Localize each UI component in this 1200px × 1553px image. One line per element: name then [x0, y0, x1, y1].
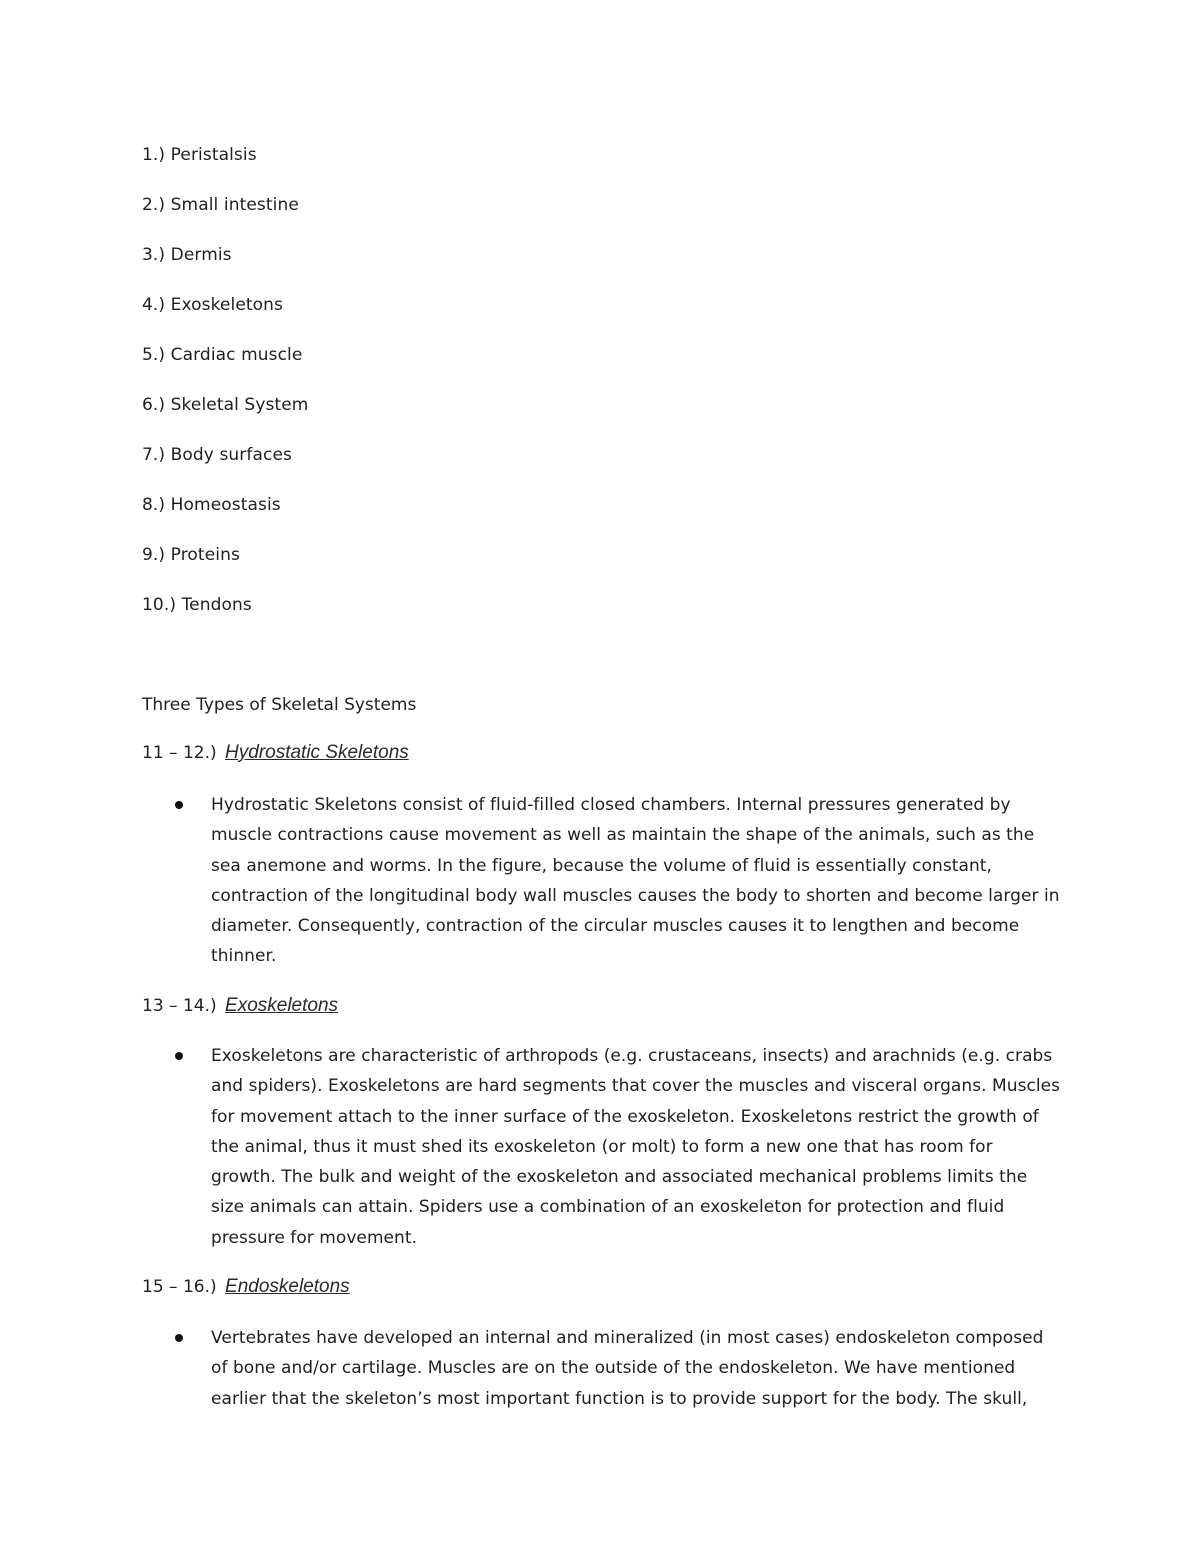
- question-number: 15 – 16.): [142, 1277, 217, 1297]
- answer-item: 8.) Homeostasis: [142, 495, 281, 515]
- bullet-icon: [175, 801, 183, 809]
- answer-item: 5.) Cardiac muscle: [142, 345, 303, 365]
- answer-item: 2.) Small intestine: [142, 195, 299, 215]
- question-heading: [142, 740, 409, 766]
- question-heading: [142, 1274, 350, 1300]
- question-term: Endoskeletons: [225, 1276, 350, 1297]
- bullet-icon: [175, 1052, 183, 1060]
- bullet-paragraph: Vertebrates have developed an internal and mineralized (in most cases) endoskeleton composed of bone and/or cartilage. Muscles are on the outside of the endoskeleton. We have mentioned earlier that the skeleton’s most important function is to provide support for the body. The skull,: [211, 1328, 1044, 1409]
- bullet-icon: [175, 1334, 183, 1342]
- section-title: Three Types of Skeletal Systems: [142, 695, 417, 715]
- answer-item: 4.) Exoskeletons: [142, 295, 283, 315]
- question-term: Exoskeletons: [225, 995, 339, 1016]
- answer-item: 1.) Peristalsis: [142, 145, 257, 165]
- answer-item: 9.) Proteins: [142, 545, 240, 565]
- answer-item: 3.) Dermis: [142, 245, 232, 265]
- bullet-paragraph: Exoskeletons are characteristic of arthropods (e.g. crustaceans, insects) and arachnids (e.g. crabs and spiders). Exoskeletons are hard segments that cover the muscles and visceral organs. Muscles for movement attach to the inner surface of the exoskeleton. Exoskeletons restrict the growth of the animal, thus it must shed its exoskeleton (or molt) to form a new one that has room for growth. The bulk and weight of the exoskeleton and associated mechanical problems limits the size animals can attain. Spiders use a combination of an exoskeleton for protection and fluid pressure for movement.: [211, 1046, 1061, 1248]
- answer-item: 10.) Tendons: [142, 595, 252, 615]
- answer-item: 6.) Skeletal System: [142, 395, 309, 415]
- question-term: Hydrostatic Skeletons: [225, 742, 409, 763]
- question-number: 11 – 12.): [142, 743, 217, 763]
- answer-item: 7.) Body surfaces: [142, 445, 292, 465]
- question-number: 13 – 14.): [142, 996, 217, 1016]
- question-heading: [142, 993, 338, 1019]
- bullet-paragraph: Hydrostatic Skeletons consist of fluid-filled closed chambers. Internal pressures generated by muscle contractions cause movement as well as maintain the shape of the animals, such as the sea anemone and worms. In the figure, because the volume of fluid is essentially constant, contraction of the longitudinal body wall muscles causes the body to shorten and become larger in diameter. Consequently, contraction of the circular muscles causes it to lengthen and become thinner.: [211, 795, 1060, 967]
- answer-list: [142, 143, 308, 643]
